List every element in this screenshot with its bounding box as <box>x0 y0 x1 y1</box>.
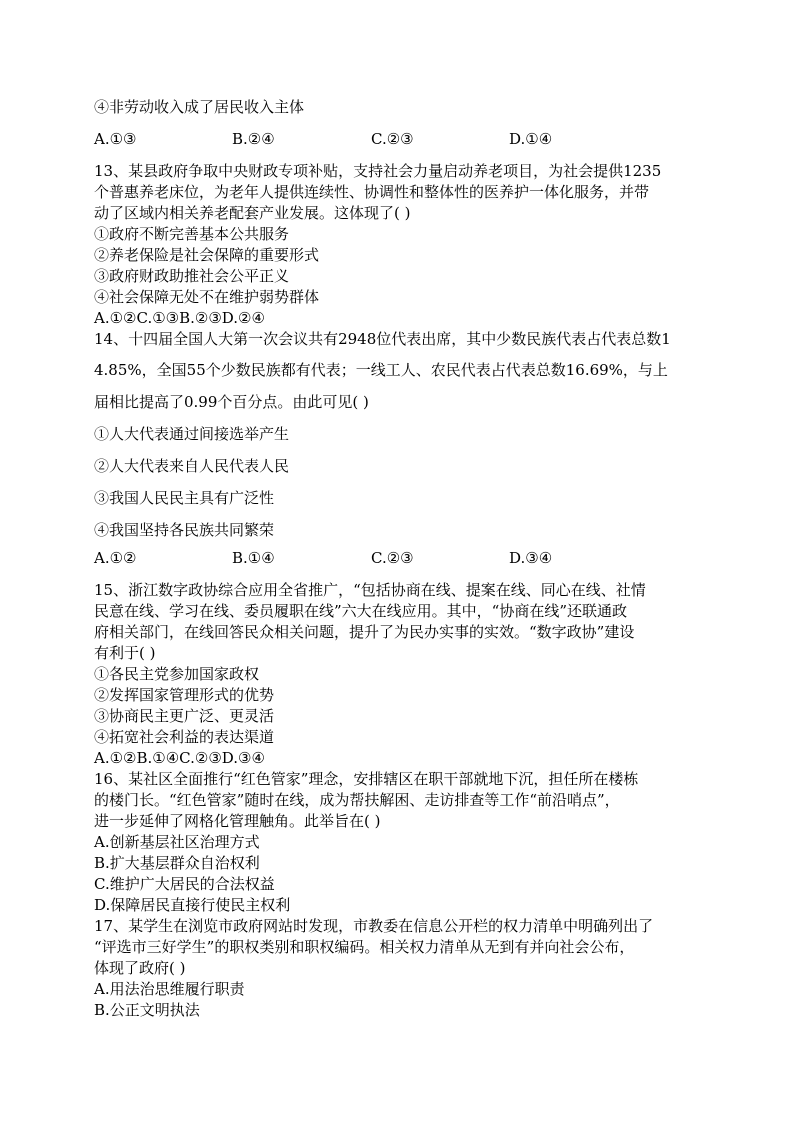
q13-stem-line-3: 动了区域内相关养老配套产业发展。这体现了( ) <box>94 204 411 222</box>
q15-item-2: ②发挥国家管理形式的优势 <box>94 686 275 704</box>
q15-options: A.①②B.①④C.②③D.③④ <box>94 749 265 767</box>
q13-item-4: ④社会保障无处不在维护弱势群体 <box>94 288 320 306</box>
q15-item-1: ①各民主党参加国家政权 <box>94 665 260 683</box>
q14-item-1: ①人大代表通过间接选举产生 <box>94 425 290 443</box>
q14-option-d: D.③④ <box>509 549 553 567</box>
q16-stem-line-1: 16、某社区全面推行“红色管家”理念，安排辖区在职干部就地下沉，担任所在楼栋 <box>94 770 639 788</box>
q17-option-b: B.公正文明执法 <box>94 1001 200 1019</box>
q15-item-4: ④拓宽社会利益的表达渠道 <box>94 728 275 746</box>
q12-item-4: ④非劳动收入成了居民收入主体 <box>94 98 305 116</box>
q16-stem-line-3: 进一步延伸了网格化管理触角。此举旨在( ) <box>94 812 381 830</box>
q14-option-c: C.②③ <box>371 549 414 567</box>
q14-stem-line-3: 届相比提高了0.99个百分点。由此可见( ) <box>94 393 369 411</box>
q14-item-4: ④我国坚持各民族共同繁荣 <box>94 521 275 539</box>
q17-stem-line-3: 体现了政府( ) <box>94 959 186 977</box>
q12-option-a: A.①③ <box>94 130 137 148</box>
q16-option-c: C.维护广大居民的合法权益 <box>94 875 275 893</box>
q13-item-2: ②养老保险是社会保障的重要形式 <box>94 246 320 264</box>
q14-option-b: B.①④ <box>232 549 275 567</box>
q15-stem-line-4: 有利于( ) <box>94 644 156 662</box>
q17-stem-line-1: 17、某学生在浏览市政府网站时发现，市教委在信息公开栏的权力清单中明确列出了 <box>94 917 654 935</box>
q12-option-d: D.①④ <box>509 130 553 148</box>
q13-stem-line-2: 个普惠养老床位，为老年人提供连续性、协调性和整体性的医养护一体化服务，并带 <box>94 183 650 201</box>
q17-option-a: A.用法治思维履行职责 <box>94 980 245 998</box>
q15-stem-line-3: 府相关部门，在线回答民众相关问题，提升了为民办实事的实效。“数字政协”建设 <box>94 623 635 641</box>
q14-item-2: ②人大代表来自人民代表人民 <box>94 457 290 475</box>
q13-stem-line-1: 13、某县政府争取中央财政专项补贴，支持社会力量启动养老项目，为社会提供1235 <box>94 162 662 180</box>
q16-option-b: B.扩大基层群众自治权利 <box>94 854 260 872</box>
q16-option-d: D.保障居民直接行使民主权利 <box>94 896 291 914</box>
q12-option-b: B.②④ <box>232 130 275 148</box>
q14-item-3: ③我国人民民主具有广泛性 <box>94 489 275 507</box>
q15-stem-line-1: 15、浙江数字政协综合应用全省推广，“包括协商在线、提案在线、同心在线、社情 <box>94 581 646 599</box>
q14-stem-line-2: 4.85%，全国55个少数民族都有代表；一线工人、农民代表占代表总数16.69%，与上 <box>94 361 668 379</box>
q14-stem-line-1: 14、十四届全国人大第一次会议共有2948位代表出席，其中少数民族代表占代表总数1 <box>94 330 671 348</box>
q16-stem-line-2: 的楼门长。“红色管家”随时在线，成为帮扶解困、走访排查等工作“前沿哨点”， <box>94 791 620 809</box>
q12-option-c: C.②③ <box>371 130 414 148</box>
q13-options: A.①②C.①③B.②③D.②④ <box>94 309 265 327</box>
q13-item-1: ①政府不断完善基本公共服务 <box>94 225 290 243</box>
q15-item-3: ③协商民主更广泛、更灵活 <box>94 707 275 725</box>
q13-item-3: ③政府财政助推社会公平正义 <box>94 267 290 285</box>
q15-stem-line-2: 民意在线、学习在线、委员履职在线”六大在线应用。其中，“协商在线”还联通政 <box>94 602 628 620</box>
q16-option-a: A.创新基层社区治理方式 <box>94 833 260 851</box>
q17-stem-line-2: “评选市三好学生”的职权类别和职权编码。相关权力清单从无到有并向社会公布， <box>94 938 635 956</box>
q14-option-a: A.①② <box>94 549 137 567</box>
